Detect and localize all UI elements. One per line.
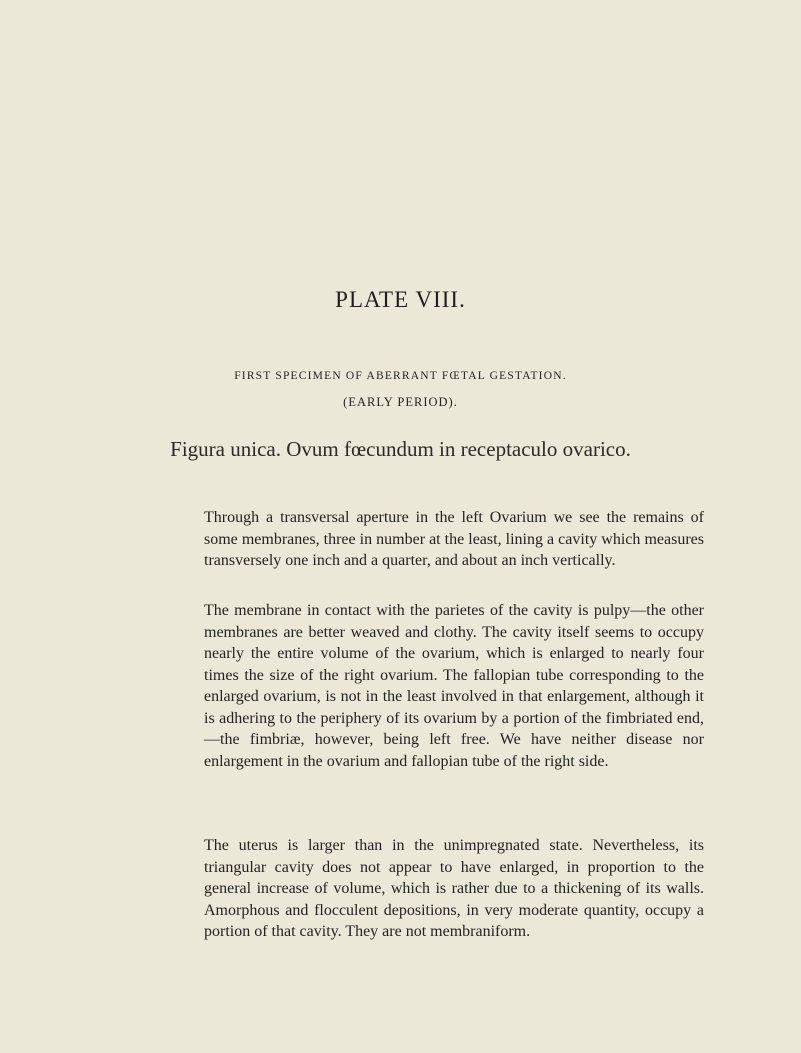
- figure-caption: Figura unica. Ovum fœcundum in receptaculo ovarico.: [170, 437, 631, 461]
- plate-title: PLATE VIII.: [335, 287, 466, 312]
- period-label: (EARLY PERIOD).: [343, 395, 458, 409]
- specimen-subtitle: FIRST SPECIMEN OF ABERRANT FŒTAL GESTATION.: [234, 370, 567, 382]
- paragraph-3: The uterus is larger than in the unimpregnated state. Nevertheless, its triangular cavity does not appear to have enlarged, in proportion to the general increase of volume, which is rather due to a thickening of its walls. Amorphous and flocculent depositions, in very moderate quantity, occupy a portion of that cavity. They are not membraniform.: [204, 837, 704, 940]
- paragraph-2: The membrane in contact with the parietes of the cavity is pulpy—the other membranes are better weaved and clothy. The cavity itself seems to occupy nearly the entire volume of the ovarium, which is enlarged to nearly four times the size of the right ovarium. The fallopian tube corresponding to the enlarged ovarium, is not in the least involved in that enlargement, although it is adhering to the periphery of its ovarium by a portion of the fimbriated end,—the fimbriæ, however, being left free. We have neither disease nor enlargement in the ovarium and fallopian tube of the right side.: [204, 602, 704, 770]
- paragraph-1: Through a transversal aperture in the left Ovarium we see the remains of some membranes, three in number at the least, lining a cavity which measures transversely one inch and a quarter, and about an inch vertically.: [204, 509, 704, 569]
